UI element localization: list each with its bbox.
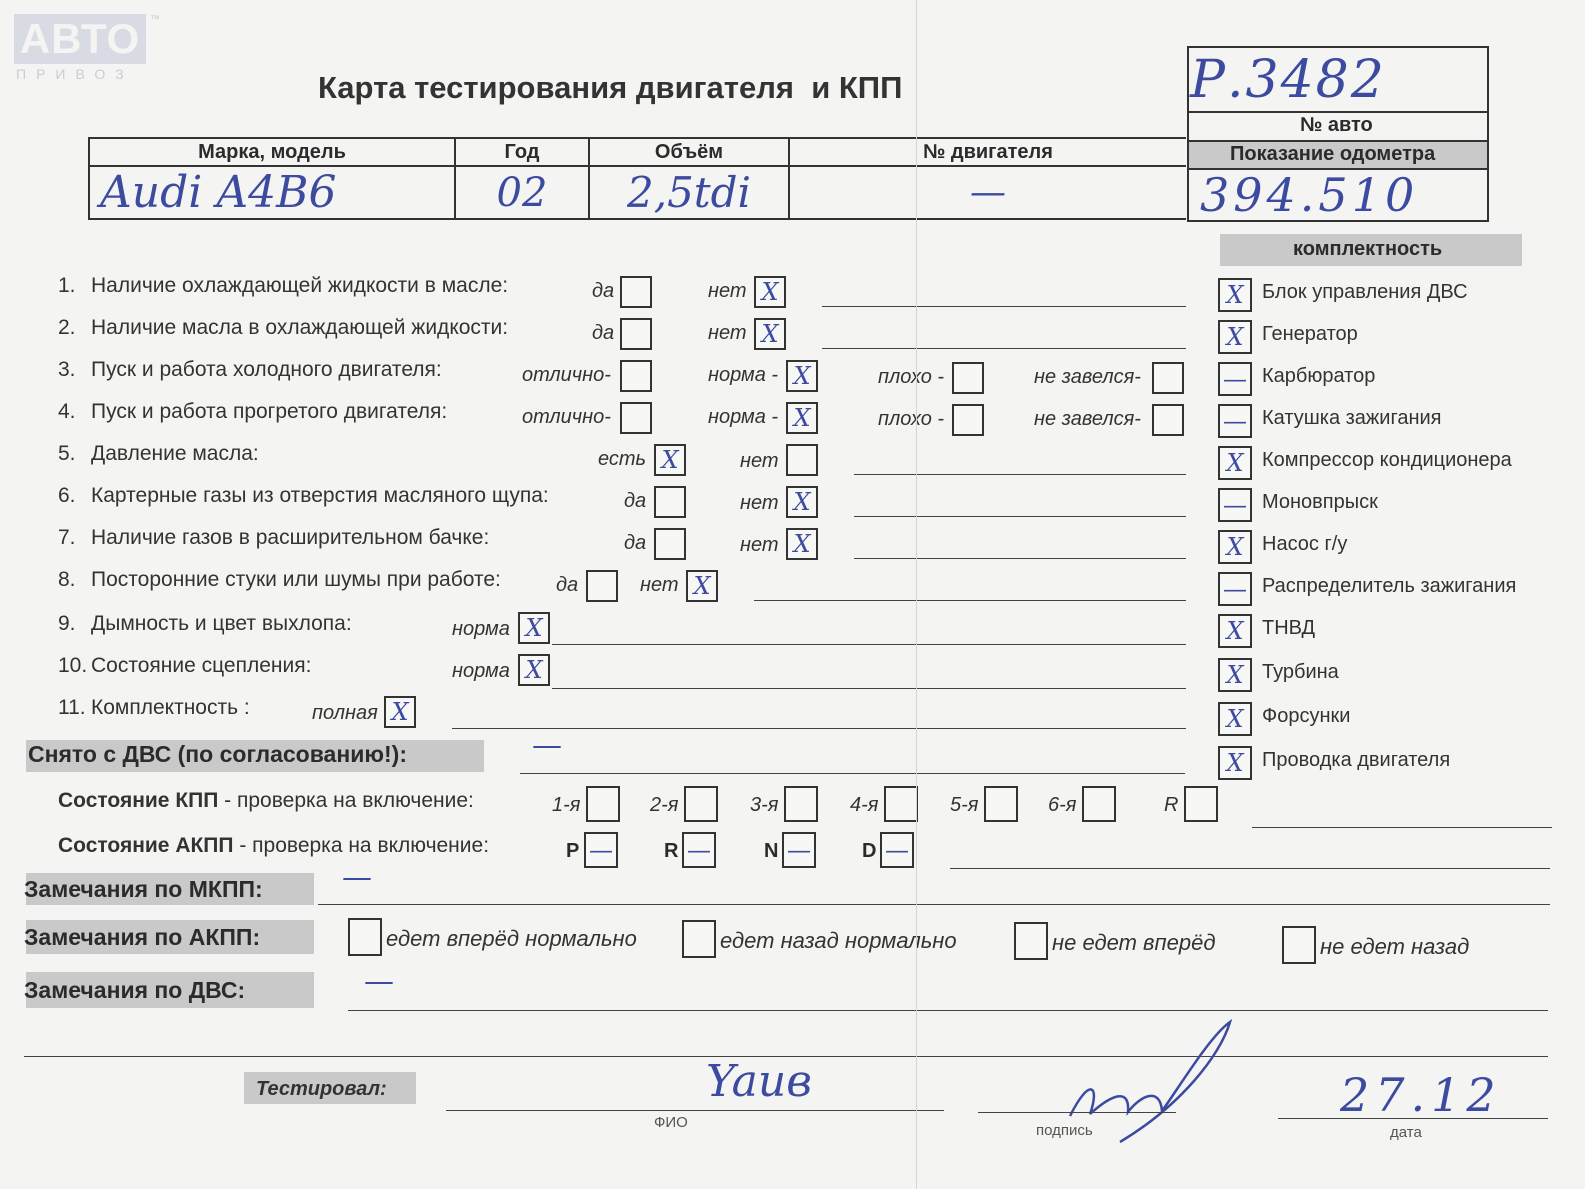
check-mark: X <box>1226 281 1244 309</box>
akpp-rest: - проверка на включение: <box>233 834 490 857</box>
check-mark: X <box>793 530 811 558</box>
option-label-normal: норма <box>452 618 510 640</box>
question-number: 11. <box>58 696 86 719</box>
option-label-not-started: не завелся- <box>1034 408 1141 430</box>
option-label-normal: норма - <box>708 406 779 428</box>
completeness-checkbox[interactable] <box>1218 530 1252 564</box>
logo-tm: ™ <box>150 14 160 25</box>
date-label: дата <box>1390 1124 1422 1141</box>
option-label-bad: плохо - <box>878 408 945 430</box>
akpp-remark-label: едет вперёд нормально <box>386 926 637 951</box>
akpp-mode-label: D <box>862 840 877 862</box>
gear-label: 3-я <box>750 794 779 816</box>
checkbox-no[interactable] <box>686 570 718 602</box>
gear-checkbox[interactable] <box>784 786 818 822</box>
checkbox-yes[interactable] <box>654 528 686 560</box>
checkbox-yes[interactable] <box>620 276 652 308</box>
completeness-item-label: Карбюратор <box>1262 365 1376 387</box>
gear-checkbox[interactable] <box>1082 786 1116 822</box>
option-label-net: нет <box>740 450 779 472</box>
check-mark: X <box>1226 533 1244 561</box>
question-text: Наличие масла в охлаждающей жидкости: <box>91 316 509 339</box>
check-mark: X <box>793 488 811 516</box>
completeness-item-label: Проводка двигателя <box>1262 749 1451 771</box>
odometer-value: 394.510 <box>1200 168 1419 222</box>
completeness-checkbox[interactable] <box>1218 320 1252 354</box>
checkbox-no[interactable] <box>786 444 818 476</box>
checkbox-not-started[interactable] <box>1152 362 1184 394</box>
option-label-da: да <box>624 490 647 512</box>
remarks-mkpp-value: — <box>342 860 372 895</box>
completeness-item-label: Генератор <box>1262 323 1358 345</box>
completeness-checkbox[interactable] <box>1218 446 1252 480</box>
gear-label: R <box>1164 794 1179 816</box>
check-mark: — <box>1223 407 1247 435</box>
option-label-normal: норма - <box>708 364 779 386</box>
gear-label: 2-я <box>650 794 679 816</box>
volume-value: 2,5tdi <box>589 166 789 219</box>
check-mark: — <box>1223 491 1247 519</box>
option-label-da: да <box>556 574 579 596</box>
completeness-item-label: Катушка зажигания <box>1262 407 1442 429</box>
option-label-da: да <box>592 280 615 302</box>
akpp-remark-checkbox[interactable] <box>1282 926 1316 964</box>
check-mark: X <box>793 362 811 390</box>
check-mark: — <box>687 836 711 864</box>
option-label-net: нет <box>740 534 779 556</box>
completeness-item-label: Блок управления ДВС <box>1262 281 1468 303</box>
question-number: 10. <box>58 654 88 677</box>
question-text: Наличие газов в расширительном бачке: <box>91 526 490 549</box>
akpp-remark-label: не едет назад <box>1320 934 1470 959</box>
option-label-net: нет <box>640 574 679 596</box>
tested-name: Yaив <box>706 1056 812 1107</box>
gear-checkbox[interactable] <box>684 786 718 822</box>
remarks-mkpp-label: Замечания по МКПП: <box>24 876 263 902</box>
akpp-mode-checkbox[interactable] <box>584 832 618 868</box>
akpp-row <box>58 834 489 858</box>
checkbox-bad[interactable] <box>952 362 984 394</box>
logo-main: АВТО <box>14 14 146 64</box>
model-value: Audi A4B6 <box>89 166 455 219</box>
question-number: 7. <box>58 526 76 549</box>
option-label-net: нет <box>740 492 779 514</box>
car-number-value: Р.3482 <box>1190 50 1386 110</box>
question-number: 8. <box>58 568 76 591</box>
completeness-item-label: Насос г/у <box>1262 533 1348 555</box>
logo-sub: ПРИВОЗ <box>16 66 134 82</box>
gear-checkbox[interactable] <box>586 786 620 822</box>
checkbox-bad[interactable] <box>952 404 984 436</box>
option-label-yes: есть <box>598 448 647 470</box>
completeness-checkbox[interactable] <box>1218 488 1252 522</box>
akpp-mode-checkbox[interactable] <box>682 832 716 868</box>
question-number: 3. <box>58 358 76 381</box>
fio-label: ФИО <box>654 1114 688 1131</box>
completeness-item-label: ТНВД <box>1262 617 1316 639</box>
completeness-title: комплектность <box>1293 238 1443 260</box>
question-number: 9. <box>58 612 76 635</box>
tested-label: Тестировал: <box>256 1078 387 1100</box>
completeness-item-label: Распределитель зажигания <box>1262 575 1517 597</box>
option-label-da: да <box>592 322 615 344</box>
checkbox-full[interactable] <box>384 696 416 728</box>
completeness-checkbox[interactable] <box>1218 572 1252 606</box>
akpp-mode-checkbox[interactable] <box>880 832 914 868</box>
completeness-checkbox[interactable] <box>1218 278 1252 312</box>
check-mark: X <box>525 656 543 684</box>
completeness-item-label: Компрессор кондиционера <box>1262 449 1512 471</box>
gear-checkbox[interactable] <box>1184 786 1218 822</box>
remarks-dvs-label: Замечания по ДВС: <box>24 977 246 1003</box>
checkbox-normal[interactable] <box>786 402 818 434</box>
completeness-checkbox[interactable] <box>1218 614 1252 648</box>
check-mark: — <box>787 836 811 864</box>
completeness-checkbox[interactable] <box>1218 404 1252 438</box>
completeness-checkbox[interactable] <box>1218 746 1252 780</box>
check-mark: — <box>589 836 613 864</box>
kpp-label: Состояние КПП <box>58 789 219 812</box>
checkbox-excellent[interactable] <box>620 402 652 434</box>
vehicle-table <box>88 137 1186 220</box>
checkbox-no[interactable] <box>786 486 818 518</box>
option-label-net: нет <box>708 280 747 302</box>
question-text: Пуск и работа прогретого двигателя: <box>91 400 448 423</box>
check-mark: — <box>885 836 909 864</box>
checkbox-no[interactable] <box>754 276 786 308</box>
option-label-net: нет <box>708 322 747 344</box>
kpp-row <box>58 789 474 813</box>
gear-label: 6-я <box>1048 794 1077 816</box>
completeness-checkbox[interactable] <box>1218 362 1252 396</box>
completeness-item-label: Турбина <box>1262 661 1339 683</box>
akpp-mode-label: R <box>664 840 679 862</box>
checkbox-not-started[interactable] <box>1152 404 1184 436</box>
question-text: Наличие охлаждающей жидкости в масле: <box>91 274 509 297</box>
question-number: 5. <box>58 442 76 465</box>
check-mark: X <box>1226 323 1244 351</box>
date-value: 27.12 <box>1340 1068 1502 1122</box>
question-text: Посторонние стуки или шумы при работе: <box>91 568 501 591</box>
checkbox-no[interactable] <box>786 528 818 560</box>
checkbox-yes[interactable] <box>654 444 686 476</box>
removed-label: Снято с ДВС (по согласованию!): <box>28 741 407 767</box>
question-number: 4. <box>58 400 76 423</box>
checkbox-normal[interactable] <box>518 654 550 686</box>
question-text: Дымность и цвет выхлопа: <box>91 612 352 635</box>
akpp-remark-label: не едет вперёд <box>1052 930 1216 955</box>
check-mark: X <box>661 446 679 474</box>
remarks-dvs-value: — <box>364 964 394 999</box>
check-mark: — <box>1223 575 1247 603</box>
completeness-checkbox[interactable] <box>1218 702 1252 736</box>
removed-value: — <box>532 728 562 763</box>
akpp-remark-checkbox[interactable] <box>682 920 716 958</box>
question-text: Комплектность : <box>91 696 250 719</box>
checkbox-excellent[interactable] <box>620 360 652 392</box>
check-mark: X <box>1226 617 1244 645</box>
kpp-rest: - проверка на включение: <box>218 789 474 812</box>
option-label-not-started: не завелся- <box>1034 366 1141 388</box>
question-text: Пуск и работа холодного двигателя: <box>91 358 442 381</box>
option-label-normal: норма <box>452 660 510 682</box>
checkbox-yes[interactable] <box>654 486 686 518</box>
option-label-excellent: отлично- <box>522 364 611 386</box>
akpp-mode-label: P <box>566 840 580 862</box>
gear-label: 1-я <box>552 794 581 816</box>
year-header: Год <box>455 138 589 166</box>
remarks-akpp-label: Замечания по АКПП: <box>24 924 261 950</box>
check-mark: X <box>525 614 543 642</box>
gear-checkbox[interactable] <box>984 786 1018 822</box>
akpp-remark-checkbox[interactable] <box>348 918 382 956</box>
fold-line <box>916 0 917 1189</box>
question-number: 1. <box>58 274 76 297</box>
checkbox-normal[interactable] <box>518 612 550 644</box>
model-header: Марка, модель <box>89 138 455 166</box>
logo <box>14 14 160 84</box>
option-label-full: полная <box>312 702 378 724</box>
engine-value: — <box>789 166 1186 219</box>
gear-checkbox[interactable] <box>884 786 918 822</box>
question-text: Давление масла: <box>91 442 259 465</box>
check-mark: X <box>761 320 779 348</box>
check-mark: X <box>693 572 711 600</box>
checkbox-no[interactable] <box>754 318 786 350</box>
question-number: 6. <box>58 484 76 507</box>
question-number: 2. <box>58 316 76 339</box>
option-label-da: да <box>624 532 647 554</box>
page-title: Карта тестирования двигателя и КПП <box>318 70 903 105</box>
odometer-label: Показание одометра <box>1230 143 1436 165</box>
option-label-bad: плохо - <box>878 366 945 388</box>
check-mark: X <box>1226 749 1244 777</box>
volume-header: Объём <box>589 138 789 166</box>
engine-header: № двигателя <box>789 138 1186 166</box>
checkbox-yes[interactable] <box>586 570 618 602</box>
year-value: 02 <box>455 166 589 219</box>
akpp-remark-checkbox[interactable] <box>1014 922 1048 960</box>
checkbox-yes[interactable] <box>620 318 652 350</box>
sign-label: подпись <box>1036 1122 1093 1139</box>
akpp-label: Состояние АКПП <box>58 834 234 857</box>
check-mark: X <box>1226 705 1244 733</box>
completeness-item-label: Форсунки <box>1262 705 1351 727</box>
akpp-remark-label: едет назад нормально <box>720 928 957 953</box>
check-mark: X <box>1226 449 1244 477</box>
checkbox-normal[interactable] <box>786 360 818 392</box>
check-mark: X <box>761 278 779 306</box>
question-text: Состояние сцепления: <box>91 654 312 677</box>
gear-label: 4-я <box>850 794 879 816</box>
completeness-item-label: Моновпрыск <box>1262 491 1378 513</box>
completeness-checkbox[interactable] <box>1218 658 1252 692</box>
akpp-mode-checkbox[interactable] <box>782 832 816 868</box>
check-mark: X <box>793 404 811 432</box>
question-text: Картерные газы из отверстия масляного щупа: <box>91 484 549 507</box>
option-label-excellent: отлично- <box>522 406 611 428</box>
akpp-mode-label: N <box>764 840 779 862</box>
gear-label: 5-я <box>950 794 979 816</box>
check-mark: X <box>1226 661 1244 689</box>
check-mark: X <box>391 698 409 726</box>
car-number-label: № авто <box>1300 114 1373 136</box>
check-mark: — <box>1223 365 1247 393</box>
